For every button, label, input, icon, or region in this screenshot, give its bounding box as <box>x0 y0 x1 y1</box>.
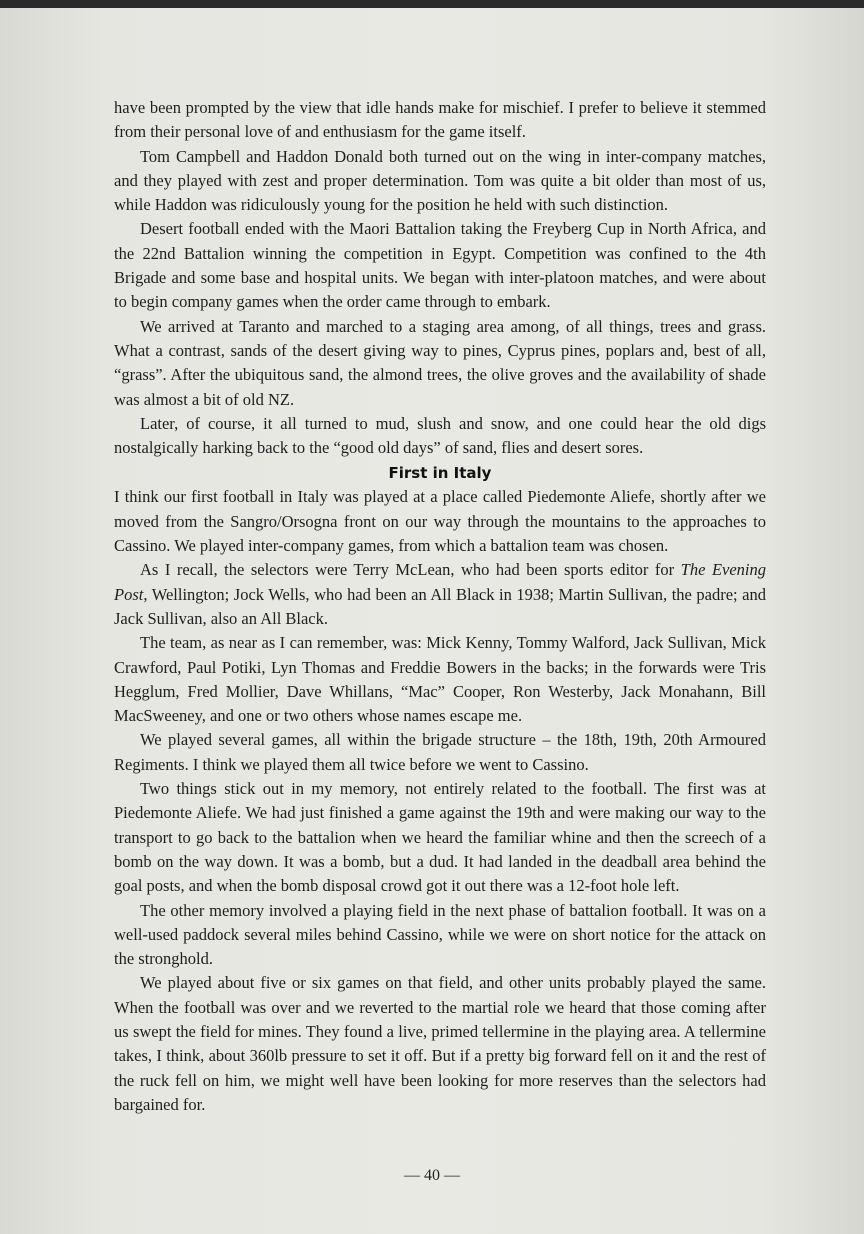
selectors-text-end: , Wellington; Jock Wells, who had been an All Black in 1938; Martin Sullivan, the padre; and Jack Sullivan, also an All Black. <box>114 584 766 628</box>
paragraph-6: I think our first football in Italy was played at a place called Piedemonte Aliefe, shortly after we moved from the Sangro/Orsogna front on our way through the mountains to the approaches to Cassino. We played inter-company games, from which a battalion team was chosen. <box>114 487 766 556</box>
paragraph-9: We played several games, all within the brigade structure – the 18th, 19th, 20th Armoured Regiments. I think we played them all twice before we went to Cassino. <box>114 730 766 774</box>
paragraph-1: have been prompted by the view that idle hands make for mischief. I prefer to believe it stemmed from their personal love of and enthusiasm for the game itself. <box>114 98 766 142</box>
paragraph-5: Later, of course, it all turned to mud, slush and snow, and one could hear the old digs nostalgically harking back to the “good old days” of sand, flies and desert sores. <box>114 413 766 458</box>
section-heading: First in Italy <box>388 464 492 483</box>
paragraph-11: The other memory involved a playing field in the next phase of battalion football. It was on a well-used paddock several miles behind Cassino, while we were on short notice for the attack on the stronghold. <box>114 900 766 969</box>
paragraph-8: The team, as near as I can remember, was: Mick Kenny, Tommy Walford, Jack Sullivan, Mick Crawford, Paul Potiki, Lyn Thomas and Freddie Bowers in the backs; in the forwards were Tris Hegglum, Fred Mollier, Dave Whillans, “Mac” Cooper, Ron Westerby, Jack Monahann, Bill MacSweeney, and one or two others whose names escape me. <box>114 633 766 726</box>
paragraph-7 <box>114 558 766 631</box>
selectors-text-start: As I recall, the selectors were Terry McLean, who had been sports editor for <box>140 560 681 580</box>
body-text <box>114 96 766 1117</box>
paragraph-2: Tom Campbell and Haddon Donald both turned out on the wing in inter-company matches, and they played with zest and proper determination. Tom was quite a bit older than most of us, while Haddon was ridiculously young for the position he held with such distinction. <box>114 146 766 215</box>
paragraph-4: We arrived at Taranto and marched to a staging area among, of all things, trees and grass. What a contrast, sands of the desert giving way to pines, Cyprus pines, poplars and, best of all, “grass”. After the ubiquitous sand, the almond trees, the olive groves and the availability of shade was almost a bit of old NZ. <box>114 316 766 409</box>
paragraph-3: Desert football ended with the Maori Battalion taking the Freyberg Cup in North Africa, and the 22nd Battalion winning the competition in Egypt. Competition was confined to the 4th Brigade and some base and hospital units. We began with inter-platoon matches, and were about to begin company games when the order came through to embark. <box>114 219 766 312</box>
scan-top-edge <box>0 0 864 8</box>
paragraph-10: Two things stick out in my memory, not entirely related to the football. The first was at Piedemonte Aliefe. We had just finished a game against the 19th and were making our way to the transport to go back to the battalion when we heard the familiar whine and then the screech of a bomb on the way down. It was a bomb, but a dud. It had landed in the deadball area behind the goal posts, and when the bomb disposal crowd got it out there was a 12-foot hole left. <box>114 779 766 896</box>
paragraph-12: We played about five or six games on that field, and other units probably played the same. When the football was over and we reverted to the martial role we heard that those coming after us swept the field for mines. They found a live, primed tellermine in the playing area. A tellermine takes, I think, about 360lb pressure to set it off. But if a pretty big forward fell on it and the rest of the ruck fell on him, we might well have been looking for more reserves than the selectors had bargained for. <box>114 973 766 1114</box>
newspaper-title: The Evening Post <box>114 560 767 604</box>
page-number: — 40 — <box>404 1167 460 1184</box>
